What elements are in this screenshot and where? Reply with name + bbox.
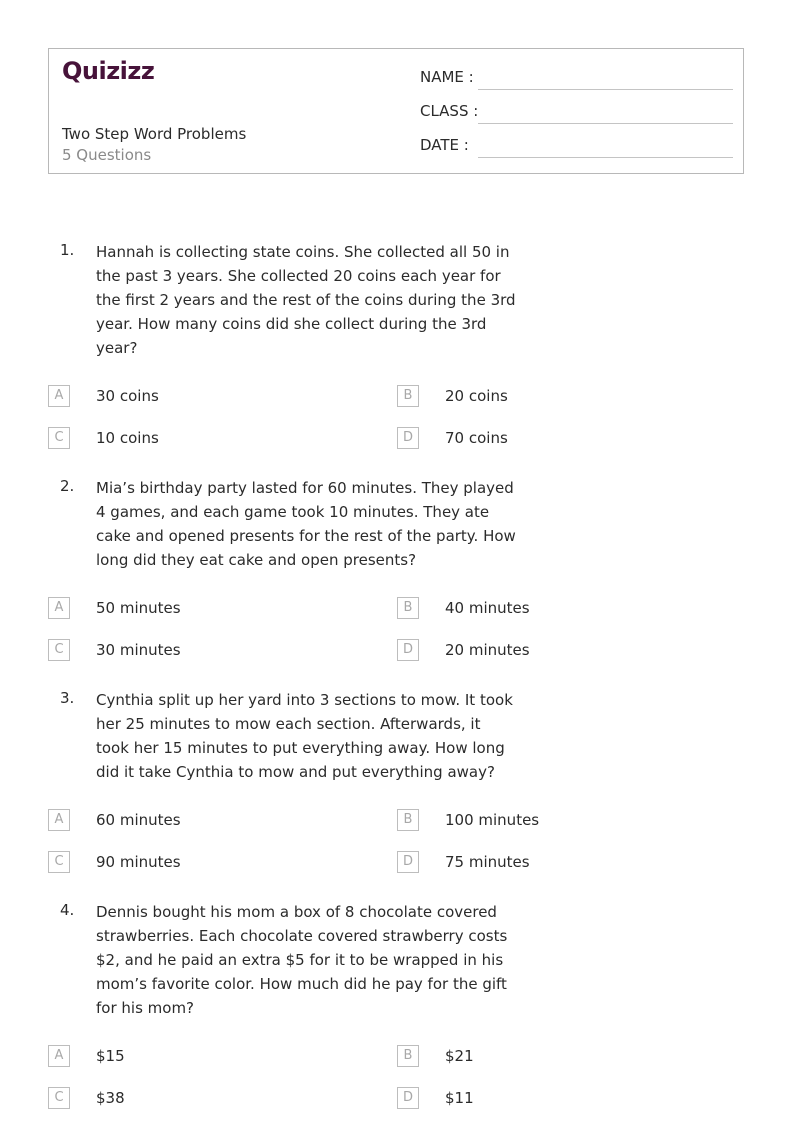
option-b-box[interactable]: B bbox=[397, 809, 419, 831]
option-c-text: 90 minutes bbox=[96, 853, 181, 871]
option-b-text: 100 minutes bbox=[445, 811, 540, 829]
option-a-text: 30 coins bbox=[96, 387, 159, 405]
option-d-box[interactable]: D bbox=[397, 851, 419, 873]
option-b-box[interactable]: B bbox=[397, 1045, 419, 1067]
option-b-box[interactable]: B bbox=[397, 385, 419, 407]
question-line: year? bbox=[96, 339, 138, 357]
option-c-text: $38 bbox=[96, 1089, 125, 1107]
option-b-text: 20 coins bbox=[445, 387, 508, 405]
option-d-box[interactable]: D bbox=[397, 427, 419, 449]
question-line: took her 15 minutes to put everything away. How long bbox=[96, 739, 505, 757]
question-line: the past 3 years. She collected 20 coins each year for bbox=[96, 267, 501, 285]
quizizz-logo: Quizizz bbox=[62, 57, 155, 85]
question-line: her 25 minutes to mow each section. Afterwards, it bbox=[96, 715, 481, 733]
worksheet-title: Two Step Word Problems bbox=[62, 125, 247, 143]
option-a-box[interactable]: A bbox=[48, 1045, 70, 1067]
question-count: 5 Questions bbox=[62, 146, 152, 164]
option-c-box[interactable]: C bbox=[48, 1087, 70, 1109]
question-line: mom’s favorite color. How much did he pay for the gift bbox=[96, 975, 507, 993]
option-d-box[interactable]: D bbox=[397, 639, 419, 661]
option-c-text: 10 coins bbox=[96, 429, 159, 447]
question-line: cake and opened presents for the rest of the party. How bbox=[96, 527, 516, 545]
question-line: long did they eat cake and open presents? bbox=[96, 551, 417, 569]
name-label: NAME : bbox=[420, 68, 474, 86]
question-text bbox=[96, 688, 516, 784]
option-a-box[interactable]: A bbox=[48, 809, 70, 831]
option-a-box[interactable]: A bbox=[48, 385, 70, 407]
question-number: 1. bbox=[60, 241, 75, 259]
question-line: $2, and he paid an extra $5 for it to be wrapped in his bbox=[96, 951, 504, 969]
question-number: 4. bbox=[60, 901, 75, 919]
question-line: Hannah is collecting state coins. She collected all 50 in bbox=[96, 243, 510, 261]
question-text bbox=[96, 900, 516, 1020]
question-text bbox=[96, 476, 516, 572]
option-d-text: 20 minutes bbox=[445, 641, 530, 659]
option-a-text: 60 minutes bbox=[96, 811, 181, 829]
option-c-box[interactable]: C bbox=[48, 851, 70, 873]
question-number: 3. bbox=[60, 689, 75, 707]
date-field-line[interactable] bbox=[478, 157, 733, 158]
question-line: strawberries. Each chocolate covered strawberry costs bbox=[96, 927, 508, 945]
question-line: Dennis bought his mom a box of 8 chocolate covered bbox=[96, 903, 497, 921]
question-text bbox=[96, 240, 516, 360]
question-line: Mia’s birthday party lasted for 60 minutes. They played bbox=[96, 479, 514, 497]
question-line: year. How many coins did she collect during the 3rd bbox=[96, 315, 487, 333]
option-d-text: 70 coins bbox=[445, 429, 508, 447]
worksheet-header bbox=[48, 48, 744, 174]
option-a-box[interactable]: A bbox=[48, 597, 70, 619]
option-a-text: $15 bbox=[96, 1047, 125, 1065]
option-d-text: 75 minutes bbox=[445, 853, 530, 871]
date-label: DATE : bbox=[420, 136, 469, 154]
option-c-box[interactable]: C bbox=[48, 427, 70, 449]
option-d-text: $11 bbox=[445, 1089, 474, 1107]
question-number: 2. bbox=[60, 477, 75, 495]
option-b-text: $21 bbox=[445, 1047, 474, 1065]
option-a-text: 50 minutes bbox=[96, 599, 181, 617]
question-line: did it take Cynthia to mow and put everything away? bbox=[96, 763, 495, 781]
class-field-line[interactable] bbox=[478, 123, 733, 124]
name-field-line[interactable] bbox=[478, 89, 733, 90]
option-b-text: 40 minutes bbox=[445, 599, 530, 617]
question-line: 4 games, and each game took 10 minutes. They ate bbox=[96, 503, 490, 521]
class-label: CLASS : bbox=[420, 102, 479, 120]
option-b-box[interactable]: B bbox=[397, 597, 419, 619]
question-line: the first 2 years and the rest of the coins during the 3rd bbox=[96, 291, 516, 309]
option-c-box[interactable]: C bbox=[48, 639, 70, 661]
question-line: for his mom? bbox=[96, 999, 195, 1017]
option-d-box[interactable]: D bbox=[397, 1087, 419, 1109]
option-c-text: 30 minutes bbox=[96, 641, 181, 659]
question-line: Cynthia split up her yard into 3 sections to mow. It took bbox=[96, 691, 513, 709]
